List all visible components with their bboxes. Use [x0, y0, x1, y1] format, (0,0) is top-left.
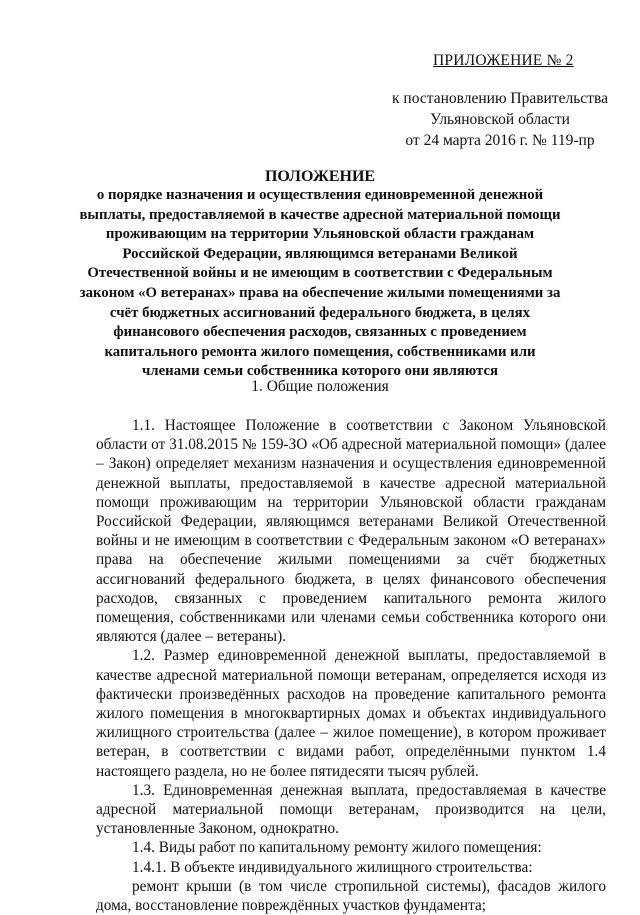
paragraph-roof-repair: ремонт крыши (в том числе стропильной системы), фасадов жилого дома, восстановление повреждённых участков фундамента;	[96, 877, 606, 915]
paragraph-1-2: 1.2. Размер единовременной денежной выплаты, предоставляемой в качестве адресной материальной помощи ветеранам, определяется исходя из фактически произведённых расходов на проведение капитального ремонта жилого помещения в многоквартирных домах и объектах индивидуального жилищного строительства (далее – жилое помещение), в котором проживает ветеран, в соответствии с видами работ, определёнными пунктом 1.4 настоящего раздела, но не более пятидесяти тысяч рублей.	[96, 647, 606, 780]
appendix-title: ПРИЛОЖЕНИЕ № 2	[433, 52, 574, 69]
paragraph-1-3: 1.3. Единовременная денежная выплата, предоставляемая в качестве адресной материальной помощи ветеранам, производится на цели, установленные Законом, однократно.	[96, 781, 606, 838]
reference-line: Ульяновской области	[430, 111, 570, 128]
document-subtitle: о порядке назначения и осуществления единовременной денежной выплаты, предоставляемой в качестве адресной материальной помощи проживающим на территории Ульяновской области гражданам Российской Федерации, являющимся ветеранами Великой Отечественной войны и не имеющим в соответствии с Федеральным законом «О ветеранах» права на обеспечение жилыми помещениями за счёт бюджетных ассигнований федерального бюджета, в целях финансового обеспечения расходов, связанных с проведением капитального ремонта жилого помещения, собственниками или членами семьи собственника которого они являются	[79, 187, 561, 380]
paragraph-1-4: 1.4. Виды работ по капитальному ремонту жилого помещения:	[132, 839, 542, 857]
paragraph-1-1: 1.1. Настоящее Положение в соответствии с Законом Ульяновской области от 31.08.2015 № 159-ЗО «Об адресной материальной помощи» (далее – Закон) определяет механизм назначения и осуществления единовременной денежной выплаты, предоставляемой в качестве адресной материальной помощи проживающим на территории Ульяновской области гражданам Российской Федерации, являющимся ветеранами Великой Отечественной войны и не имеющим в соответствии с Федеральным законом «О ветеранах» права на обеспечение жилыми помещениями за счёт бюджетных ассигнований федерального бюджета, в целях финансового обеспечения расходов, связанных с проведением капитального ремонта жилого помещения, собственниками или членами семьи собственника которого они являются (далее – ветераны).	[96, 417, 606, 646]
document-title: ПОЛОЖЕНИЕ	[264, 168, 376, 185]
reference-line: от 24 марта 2016 г. № 119-пр	[405, 132, 595, 149]
paragraph-1-4-1: 1.4.1. В объекте индивидуального жилищного строительства:	[132, 858, 533, 876]
resolution-reference	[380, 88, 620, 151]
reference-line: к постановлению Правительства	[392, 90, 608, 107]
section-heading: 1. Общие положения	[251, 378, 389, 395]
section-body	[96, 416, 606, 915]
